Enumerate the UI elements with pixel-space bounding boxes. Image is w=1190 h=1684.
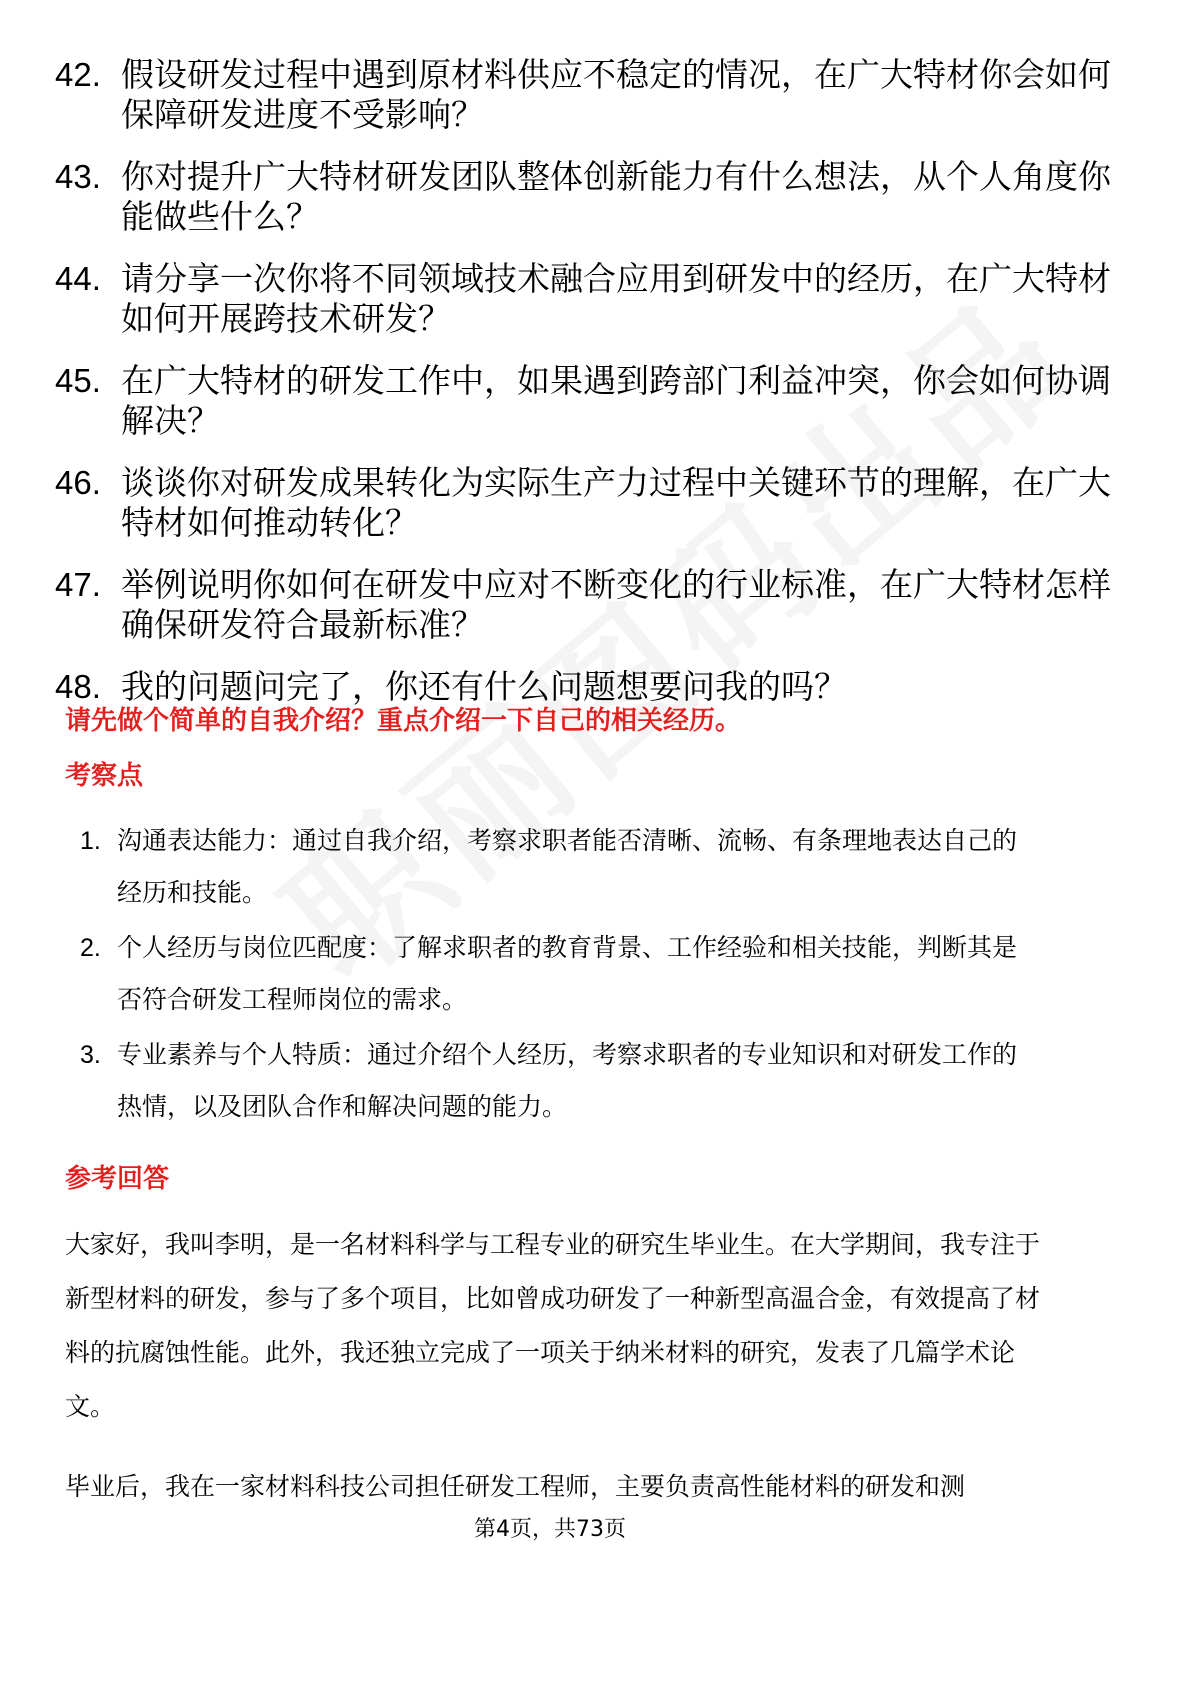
points-list — [80, 815, 1040, 1136]
answer-paragraph: 毕业后，我在一家材料科技公司担任研发工程师，主要负责高性能材料的研发和测 — [65, 1472, 966, 1501]
question-number: 47. — [55, 566, 101, 603]
question-text: 我的问题问完了，你还有什么问题想要问我的吗？ — [121, 667, 847, 706]
point-number: 3. — [80, 1041, 101, 1069]
question-number: 45. — [55, 362, 101, 399]
question-text: 在广大特材的研发工作中，如果遇到跨部门利益冲突，你会如何协调解决？ — [121, 361, 1111, 440]
question-number: 48. — [55, 668, 101, 705]
question-item — [55, 361, 1135, 441]
point-number: 2. — [80, 934, 101, 962]
question-number: 42. — [55, 56, 101, 93]
point-text: 个人经历与岗位匹配度：了解求职者的教育背景、工作经验和相关技能，判断其是否符合研发工程师岗位的需求。 — [117, 933, 1018, 1014]
answer-paragraph: 大家好，我叫李明，是一名材料科学与工程专业的研究生毕业生。在大学期间，我专注于新型材料的研发，参与了多个项目，比如曾成功研发了一种新型高温合金，有效提高了材料的抗腐蚀性能。此外，我还独立完成了一项关于纳米材料的研究，发表了几篇学术论文。 — [65, 1230, 1041, 1421]
point-text: 沟通表达能力：通过自我介绍，考察求职者能否清晰、流畅、有条理地表达自己的经历和技能。 — [117, 826, 1018, 907]
question-text: 假设研发过程中遇到原材料供应不稳定的情况，在广大特材你会如何保障研发进度不受影响？ — [121, 55, 1111, 134]
question-number: 44. — [55, 260, 101, 297]
question-item — [55, 157, 1135, 237]
point-number: 1. — [80, 827, 101, 855]
question-list — [55, 55, 1135, 729]
question-item — [55, 463, 1135, 543]
question-item — [55, 55, 1135, 135]
question-item — [55, 565, 1135, 645]
question-text: 请分享一次你将不同领域技术融合应用到研发中的经历，在广大特材如何开展跨技术研发？ — [121, 259, 1111, 338]
page-footer: 第4页，共73页 — [474, 1517, 626, 1542]
question-number: 46. — [55, 464, 101, 501]
answer-heading: 参考回答 — [65, 1164, 170, 1194]
question-text: 你对提升广大特材研发团队整体创新能力有什么想法，从个人角度你能做些什么？ — [121, 157, 1111, 236]
question-text: 谈谈你对研发成果转化为实际生产力过程中关键环节的理解，在广大特材如何推动转化？ — [121, 463, 1111, 542]
question-number: 43. — [55, 158, 101, 195]
point-item — [80, 815, 1040, 919]
point-text: 专业素养与个人特质：通过介绍个人经历，考察求职者的专业知识和对研发工作的热情，以及团队合作和解决问题的能力。 — [117, 1040, 1018, 1121]
section-title: 请先做个简单的自我介绍？重点介绍一下自己的相关经历。 — [65, 706, 742, 736]
question-item — [55, 259, 1135, 339]
question-text: 举例说明你如何在研发中应对不断变化的行业标准，在广大特材怎样确保研发符合最新标准？ — [121, 565, 1111, 644]
point-item — [80, 1029, 1040, 1133]
point-item — [80, 922, 1040, 1026]
points-heading: 考察点 — [65, 761, 144, 791]
